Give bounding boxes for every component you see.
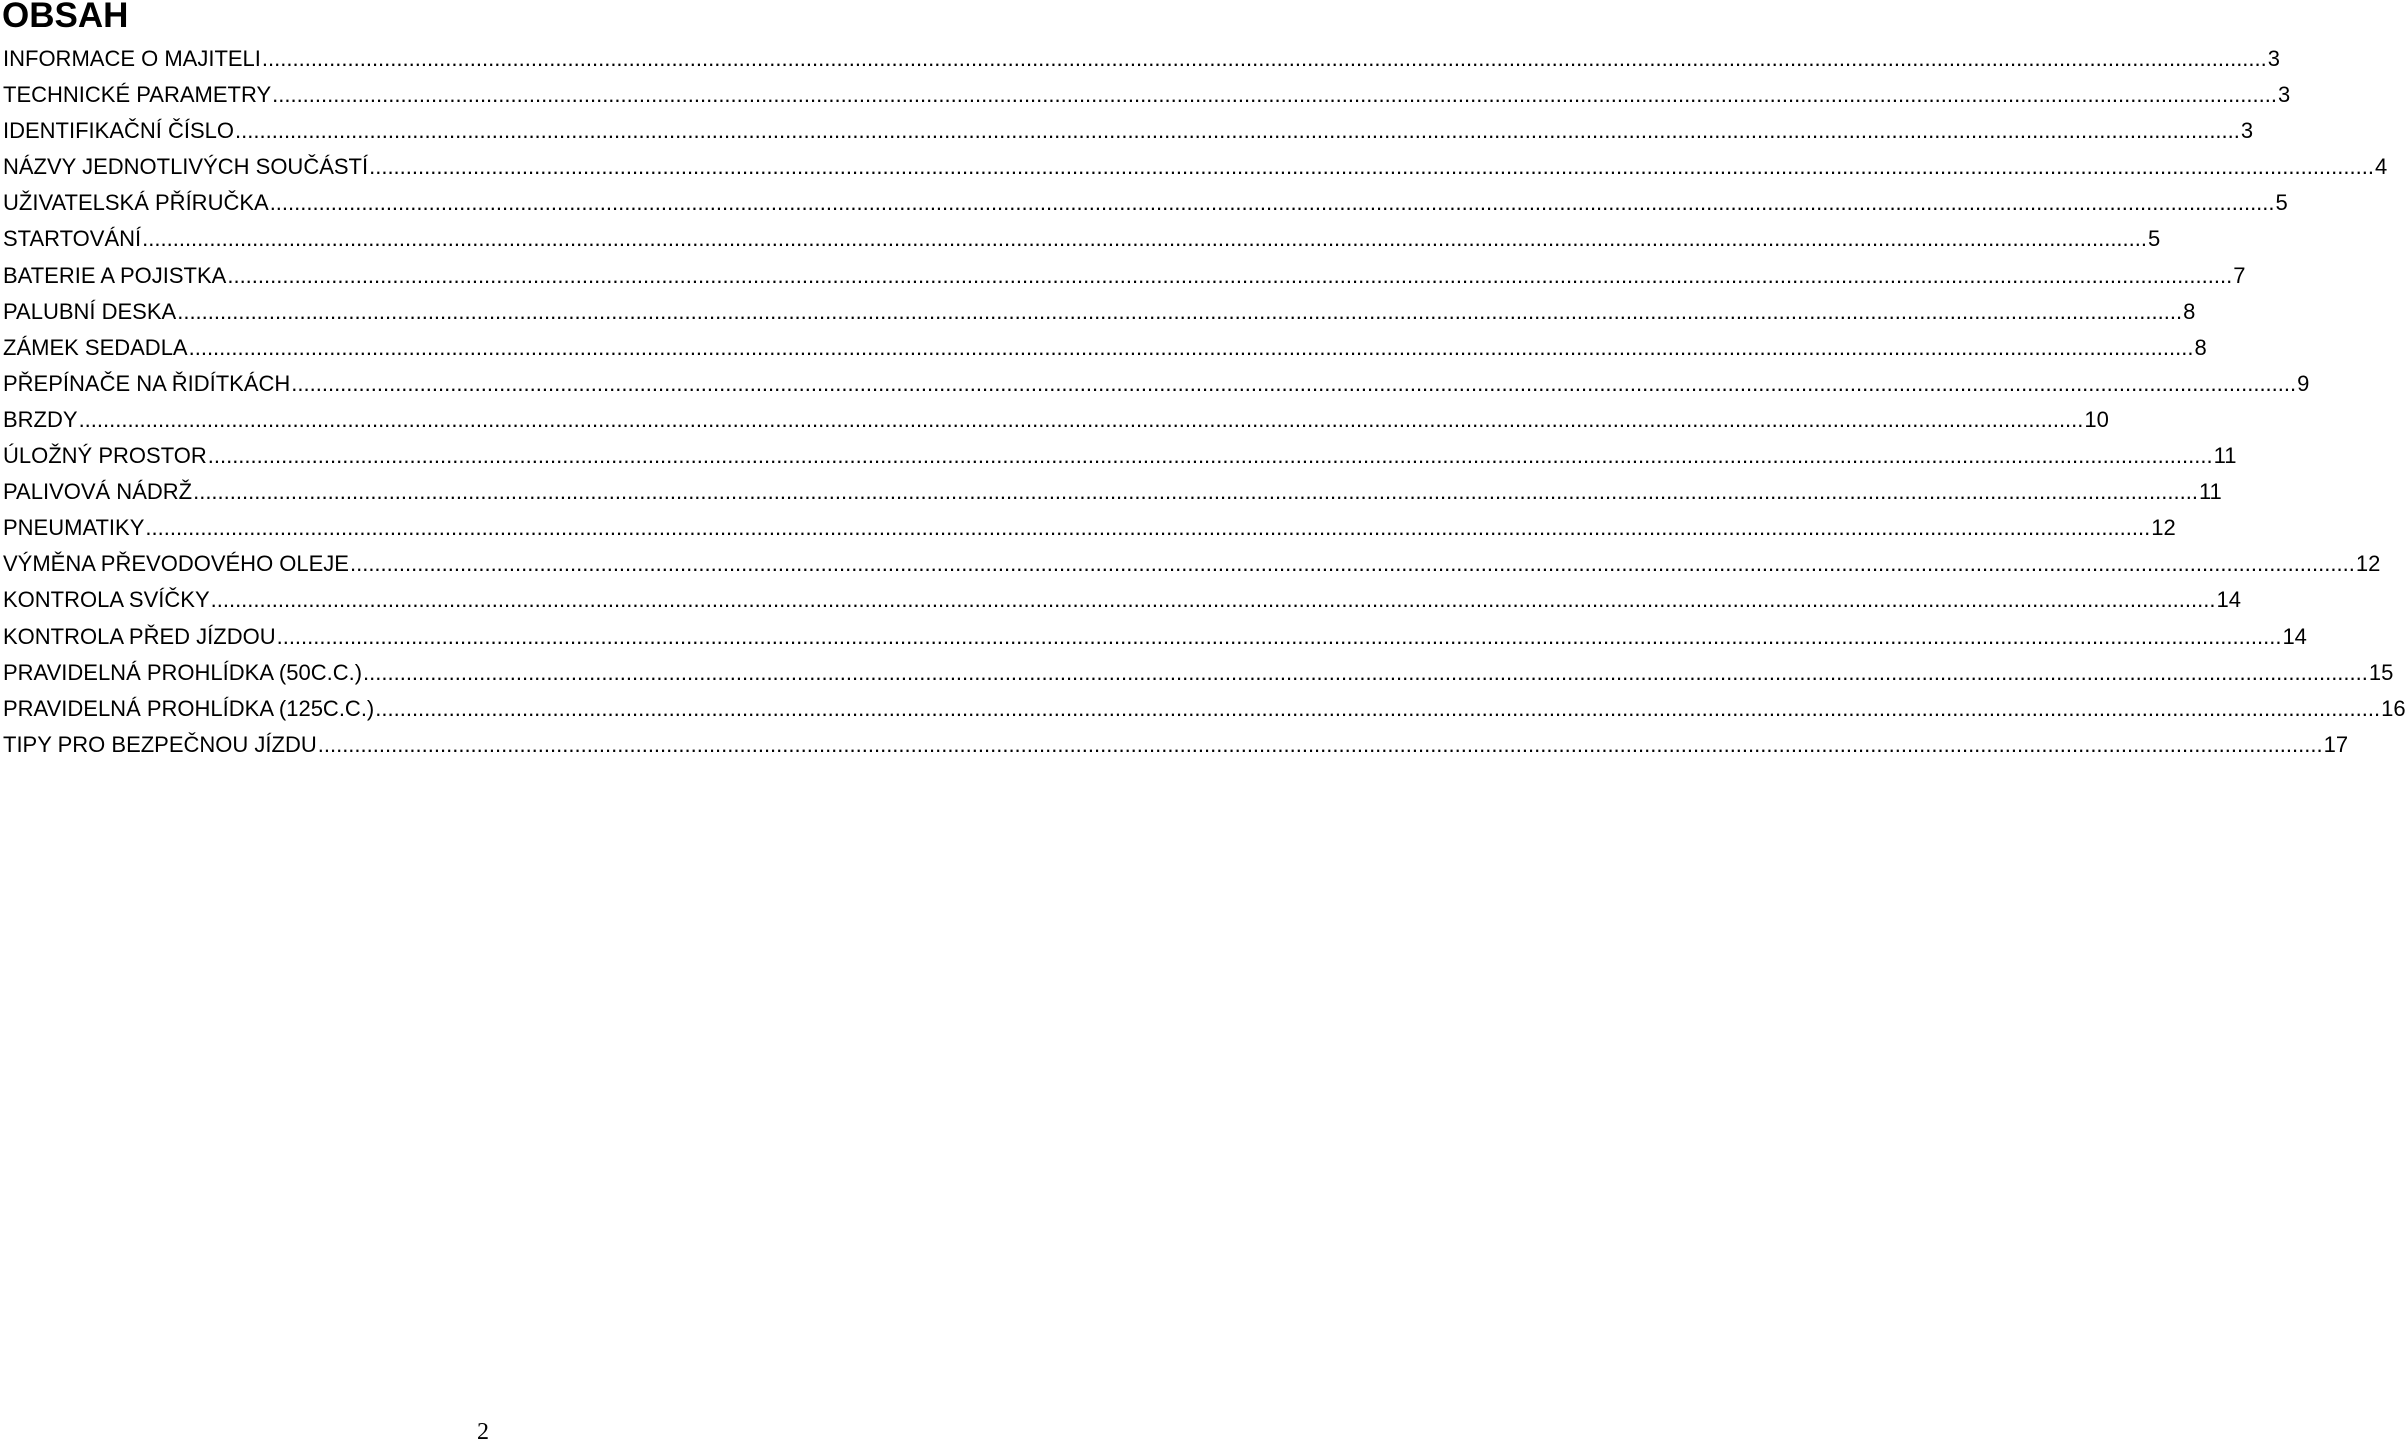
toc-leader-dots [277, 619, 2282, 655]
toc-entry-page: 3 [2240, 118, 2254, 144]
toc-entry-label: KONTROLA PŘED JÍZDOU [3, 623, 276, 649]
toc-entry-page: 7 [2233, 262, 2246, 288]
toc-entry-label: BRZDY [3, 406, 78, 432]
toc-leader-dots [363, 655, 2368, 691]
toc-leader-dots [270, 185, 2275, 221]
toc-entry-label: TECHNICKÉ PARAMETRY [3, 82, 272, 108]
toc-entry-label: VÝMĚNA PŘEVODOVÉHO OLEJE [3, 551, 349, 577]
toc-entry[interactable] [3, 582, 2241, 618]
toc-entry[interactable] [3, 77, 2291, 113]
toc-entry-label: ÚLOŽNÝ PROSTOR [3, 443, 207, 469]
toc-entry-page: 9 [2297, 370, 2310, 396]
toc-entry[interactable] [3, 294, 2196, 330]
toc-leader-dots [145, 510, 2150, 546]
toc-entry-label: PALUBNÍ DESKA [3, 298, 177, 324]
toc-entry-page: 14 [2216, 587, 2241, 613]
toc-entry-label: IDENTIFIKAČNÍ ČÍSLO [3, 118, 235, 144]
toc-entry[interactable] [3, 619, 2307, 655]
toc-leader-dots [193, 474, 2198, 510]
toc-leader-dots [79, 402, 2084, 438]
toc-entry-label: NÁZVY JEDNOTLIVÝCH SOUČÁSTÍ [3, 154, 369, 180]
toc-entry-page: 11 [2198, 479, 2222, 505]
toc-entry-page: 3 [2267, 46, 2281, 71]
toc-leader-dots [375, 691, 2380, 727]
toc-leader-dots [350, 546, 2355, 582]
page-title: OBSAH [2, 0, 129, 35]
toc-entry[interactable] [3, 510, 2176, 546]
toc-entry[interactable] [3, 474, 2222, 510]
toc-entry-label: TIPY PRO BEZPEČNOU JÍZDU [3, 731, 317, 757]
toc-leader-dots [235, 113, 2240, 149]
toc-entry[interactable] [3, 366, 2310, 402]
toc-entry[interactable] [3, 330, 2207, 366]
toc-entry-label: PRAVIDELNÁ PROHLÍDKA (125C.C.) [3, 695, 375, 721]
toc-entry-page: 8 [2183, 298, 2196, 324]
toc-entry[interactable] [3, 727, 2349, 763]
toc-entry[interactable] [3, 691, 2406, 727]
toc-entry-page: 8 [2194, 334, 2207, 360]
toc-entry[interactable] [3, 41, 2281, 77]
toc-entry[interactable] [3, 149, 2388, 185]
toc-entry-page: 14 [2282, 623, 2307, 649]
toc-entry[interactable] [3, 185, 2288, 221]
toc-leader-dots [272, 77, 2277, 113]
toc-entry-label: KONTROLA SVÍČKY [3, 587, 210, 613]
table-of-contents [3, 41, 2406, 763]
toc-leader-dots [369, 149, 2374, 185]
toc-entry[interactable] [3, 221, 2161, 257]
toc-entry-label: STARTOVÁNÍ [3, 226, 142, 252]
toc-entry-label: PNEUMATIKY [3, 515, 145, 541]
toc-entry-page: 16 [2381, 695, 2406, 721]
toc-entry-page: 11 [2213, 443, 2237, 469]
toc-entry-label: UŽIVATELSKÁ PŘÍRUČKA [3, 190, 269, 216]
toc-entry[interactable] [3, 113, 2254, 149]
toc-entry-page: 5 [2275, 190, 2288, 216]
toc-entry[interactable] [3, 655, 2394, 691]
toc-leader-dots [291, 366, 2296, 402]
toc-entry-label: PALIVOVÁ NÁDRŽ [3, 479, 193, 505]
toc-entry-label: PRAVIDELNÁ PROHLÍDKA (50C.C.) [3, 659, 363, 685]
page-number: 2 [477, 1419, 489, 1445]
toc-entry-page: 17 [2323, 731, 2349, 757]
toc-entry-label: PŘEPÍNAČE NA ŘIDÍTKÁCH [3, 370, 291, 396]
toc-entry-label: BATERIE A POJISTKA [3, 262, 227, 288]
toc-leader-dots [208, 438, 2213, 474]
toc-leader-dots [189, 330, 2194, 366]
toc-entry-page: 4 [2374, 154, 2388, 180]
toc-entry[interactable] [3, 546, 2381, 582]
toc-leader-dots [227, 258, 2232, 294]
toc-entry-page: 15 [2368, 659, 2394, 685]
toc-leader-dots [262, 41, 2267, 77]
toc-entry[interactable] [3, 258, 2246, 294]
toc-leader-dots [177, 294, 2182, 330]
toc-leader-dots [211, 582, 2216, 618]
toc-entry-page: 10 [2084, 406, 2109, 432]
toc-leader-dots [318, 727, 2323, 763]
toc-entry-page: 5 [2148, 226, 2161, 252]
toc-entry-page: 3 [2277, 82, 2291, 108]
toc-entry-page: 12 [2151, 515, 2176, 541]
toc-leader-dots [142, 221, 2147, 257]
toc-entry[interactable] [3, 402, 2109, 438]
toc-entry-page: 12 [2355, 551, 2381, 577]
toc-entry-label: INFORMACE O MAJITELI [3, 46, 261, 71]
toc-entry[interactable] [3, 438, 2237, 474]
toc-entry-label: ZÁMEK SEDADLA [3, 334, 188, 360]
